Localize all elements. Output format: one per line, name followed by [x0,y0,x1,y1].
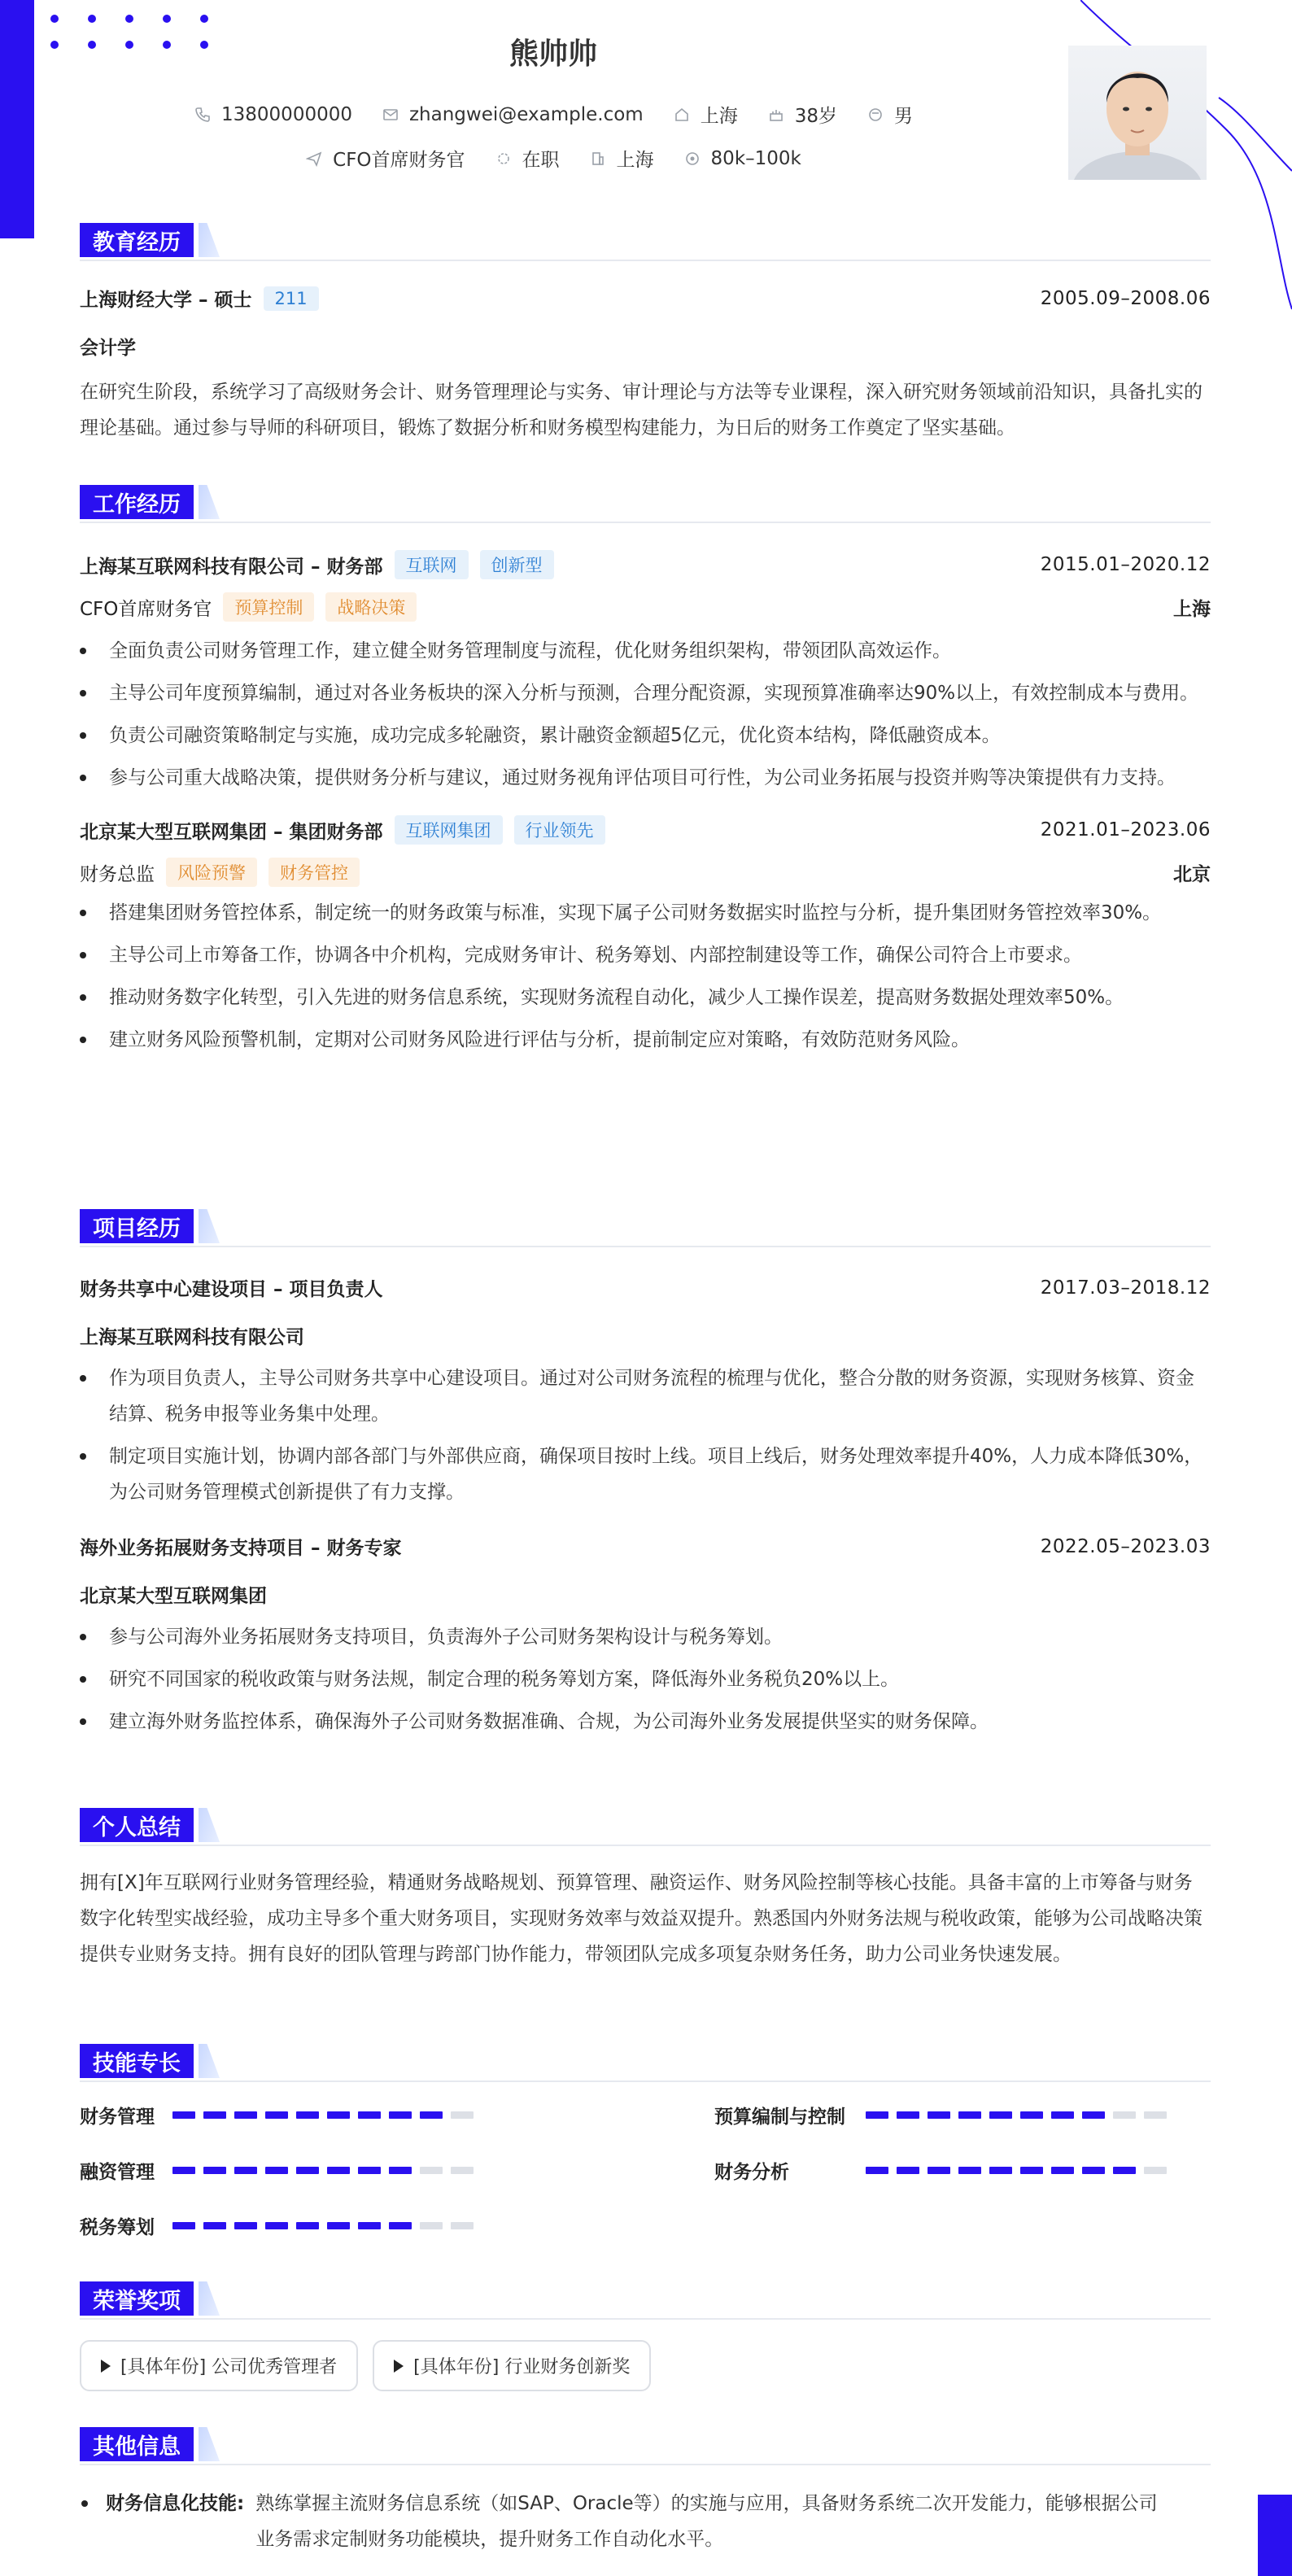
school-degree: 上海财经大学 – 硕士 [80,290,252,311]
play-icon [101,2360,111,2373]
company-tag: 互联网 [395,550,469,579]
skills-grid [80,2101,1211,2239]
section-title: 荣誉奖项 [80,2281,194,2316]
section-header [80,2281,1211,2319]
skill-level-segment [389,2167,412,2174]
contact-row [0,101,1106,128]
award-item: [具体年份] 公司优秀管理者 [80,2340,358,2391]
target-city-text: 上海 [616,150,654,171]
phone-text: 13800000000 [221,103,352,125]
project-date: 2017.03–2018.12 [1040,1277,1211,1299]
skill-level-segment [1082,2167,1105,2174]
salary-text: 80k–100k [710,147,801,169]
skill-level-segment [928,2167,950,2174]
list-item: 搭建集团财务管控体系，制定统一的财务政策与标准，实现下属子公司财务数据实时监控与分析，提升集团财务管控效率30%。 [80,895,1211,931]
phone-icon [194,106,212,124]
play-icon [394,2360,404,2373]
skill-item [80,2101,714,2128]
project-entry [80,1533,1211,1740]
skill-level-segment [420,2167,443,2174]
list-item: 参与公司海外业务拓展财务支持项目，负责海外子公司财务架构设计与税务筹划。 [80,1619,1211,1655]
school-tag: 211 [264,286,319,311]
skill-level-segment [327,2167,350,2174]
skill-level-segment [1051,2167,1074,2174]
skill-level-bar [172,2167,474,2174]
work-bullets [80,633,1211,796]
section-title: 其他信息 [80,2427,194,2461]
skill-level-segment [1020,2111,1043,2119]
award-item: [具体年份] 行业财务创新奖 [373,2340,651,2391]
list-item: 主导公司上市筹备工作，协调各中介机构，完成财务审计、税务筹划、内部控制建设等工作，确保公司符合上市要求。 [80,937,1211,973]
other-info-label: 财务信息化技能: [80,2486,244,2557]
list-item: 参与公司重大战略决策，提供财务分析与建议，通过财务视角评估项目可行性，为公司业务拓展与投资并购等决策提供有力支持。 [80,760,1211,796]
list-item: 负责公司融资策略制定与实施，成功完成多轮融资，累计融资金额超5亿元，优化资本结构，降低融资成本。 [80,718,1211,753]
role-tag: 预算控制 [223,592,314,622]
section-header [80,2044,1211,2081]
skill-name: 税务筹划 [80,2216,155,2238]
skill-item [714,2156,1203,2184]
skill-level-segment [958,2167,981,2174]
section-header [80,485,1211,522]
candidate-name: 熊帅帅 [509,37,597,71]
status-text: 在职 [522,150,560,171]
skill-level-segment [296,2167,319,2174]
other-info-text: 业务需求定制财务功能模块，提升财务工作自动化水平。 [255,2529,724,2550]
skill-level-segment [420,2111,443,2119]
skill-level-segment [451,2222,474,2229]
company-name: 北京某大型互联网集团 – 集团财务部 [80,821,383,843]
skill-level-segment [172,2167,195,2174]
skill-level-segment [234,2111,257,2119]
skill-level-segment [358,2222,381,2229]
skill-level-segment [1113,2167,1136,2174]
project-org: 上海某互联网科技有限公司 [80,1327,304,1348]
skill-level-segment [866,2111,888,2119]
skill-level-segment [1020,2167,1043,2174]
section-header [80,1808,1211,1845]
other-info-text: 熟练掌握主流财务信息系统（如SAP、Oracle等）的实施与应用，具备财务系统二次开发能力，能够根据公司 [255,2493,1158,2514]
other-info-item [80,2486,1211,2557]
list-item: 作为项目负责人，主导公司财务共享中心建设项目。通过对公司财务流程的梳理与优化，整合分散的财务资源，实现财务核算、资金结算、税务申报等业务集中处理。 [80,1360,1211,1432]
company-name: 上海某互联网科技有限公司 – 财务部 [80,556,383,578]
skill-name: 财务管理 [80,2106,155,2128]
skill-level-segment [234,2222,257,2229]
skill-level-bar [172,2222,474,2229]
cake-icon [767,106,785,124]
skill-level-segment [172,2111,195,2119]
status-icon [495,150,513,168]
skill-level-segment [327,2111,350,2119]
projects-section [80,1209,1211,1746]
work-location: 上海 [1173,598,1211,620]
skill-level-segment [928,2111,950,2119]
education-section [80,223,1211,446]
list-item: 建立海外财务监控体系，确保海外子公司财务数据准确、合规，为公司海外业务发展提供坚实的财务保障。 [80,1704,1211,1740]
project-date: 2022.05–2023.03 [1040,1535,1211,1557]
skill-level-segment [327,2222,350,2229]
major: 会计学 [80,338,136,359]
skill-level-bar [172,2111,474,2119]
list-item: 主导公司年度预算编制，通过对各业务板块的深入分析与预测，合理分配资源，实现预算准确率达90%以上，有效控制成本与费用。 [80,675,1211,711]
project-org: 北京某大型互联网集团 [80,1586,267,1607]
section-title: 工作经历 [80,485,194,519]
skill-level-segment [203,2167,226,2174]
skill-level-segment [389,2222,412,2229]
building-icon [589,150,607,168]
role-tag: 风险预警 [166,858,257,887]
section-header [80,1209,1211,1247]
skill-level-segment [451,2167,474,2174]
project-bullets [80,1619,1211,1740]
work-entry [80,815,1211,1058]
skill-level-segment [897,2111,919,2119]
skill-level-segment [203,2111,226,2119]
section-title: 教育经历 [80,223,194,257]
company-tag: 行业领先 [514,815,605,845]
list-item: 研究不同国家的税收政策与财务法规，制定合理的税务筹划方案，降低海外业务税负20%以上。 [80,1661,1211,1697]
skill-item [80,2156,714,2184]
skill-level-segment [172,2222,195,2229]
skill-level-segment [234,2167,257,2174]
project-title: 财务共享中心建设项目 – 项目负责人 [80,1279,383,1300]
job-role: CFO首席财务官 [80,598,212,620]
skill-level-segment [296,2222,319,2229]
job-intent-row [0,145,1106,172]
skill-item [714,2101,1203,2128]
gender-text: 男 [893,106,913,127]
awards-list [80,2340,1211,2391]
work-entry [80,550,1211,796]
skill-level-segment [265,2111,288,2119]
skill-name: 预算编制与控制 [714,2106,845,2128]
skill-level-segment [296,2111,319,2119]
project-entry [80,1274,1211,1510]
section-header [80,2427,1211,2465]
section-title: 技能专长 [80,2044,194,2078]
education-entry-header [80,285,1211,312]
role-tag: 财务管控 [268,858,360,887]
awards-section [80,2281,1211,2391]
email-icon [382,106,399,124]
section-title: 个人总结 [80,1808,194,1842]
summary-text: 拥有[X]年互联网行业财务管理经验，精通财务战略规划、预算管理、融资运作、财务风险控制等核心技能。具备丰富的上市筹备与财务数字化转型实战经验，成功主导多个重大财务项目，实现财务效率与效益双提升。熟悉国内外财务法规与税收政策，能够为公司战略决策提供专业财务支持。拥有良好的团队管理与跨部门协作能力，带领团队完成多项复杂财务任务，助力公司业务快速发展。 [80,1872,1203,1965]
section-header [80,223,1211,260]
city-text: 上海 [700,106,738,127]
work-date: 2015.01–2020.12 [1040,554,1211,575]
skills-section [80,2044,1211,2239]
company-tag: 创新型 [480,550,554,579]
gender-icon [866,106,884,124]
skill-level-segment [866,2167,888,2174]
list-item: 全面负责公司财务管理工作，建立健全财务管理制度与流程，优化财务组织架构，带领团队高效运作。 [80,633,1211,669]
skill-level-segment [1144,2167,1167,2174]
skill-level-segment [958,2111,981,2119]
send-icon [305,150,323,168]
skill-level-segment [420,2222,443,2229]
skill-level-segment [989,2167,1012,2174]
skill-level-segment [1113,2111,1136,2119]
skill-item [80,2211,714,2239]
summary-section [80,1808,1211,1972]
work-section [80,485,1211,1064]
skill-name: 融资管理 [80,2161,155,2183]
list-item: 建立财务风险预警机制，定期对公司财务风险进行评估与分析，提前制定应对策略，有效防范财务风险。 [80,1022,1211,1058]
skill-name: 财务分析 [714,2161,789,2183]
job-role: 财务总监 [80,863,155,885]
skill-level-segment [203,2222,226,2229]
section-title: 项目经历 [80,1209,194,1243]
skill-level-segment [897,2167,919,2174]
salary-icon [683,150,701,168]
project-title: 海外业务拓展财务支持项目 – 财务专家 [80,1538,402,1559]
skill-level-segment [358,2167,381,2174]
skill-level-segment [1051,2111,1074,2119]
role-tag: 战略决策 [325,592,417,622]
education-description: 在研究生阶段，系统学习了高级财务会计、财务管理理论与实务、审计理论与方法等专业课程，深入研究财务领域前沿知识，具备扎实的理论基础。通过参与导师的科研项目，锻炼了数据分析和财务模型构建能力，为日后的财务工作奠定了坚实基础。 [80,382,1203,439]
skill-level-segment [389,2111,412,2119]
profile-photo [1068,46,1207,180]
work-location: 北京 [1173,863,1211,885]
target-position-text: CFO首席财务官 [333,150,465,171]
skill-level-segment [1082,2111,1105,2119]
work-bullets [80,895,1211,1058]
other-section [80,2427,1211,2557]
home-icon [673,106,691,124]
age-text: 38岁 [794,106,837,127]
skill-level-segment [1144,2111,1167,2119]
work-date: 2021.01–2023.06 [1040,819,1211,840]
resume-header [0,0,1292,187]
skill-level-segment [265,2222,288,2229]
company-tag: 互联网集团 [395,815,503,845]
list-item: 制定项目实施计划，协调内部各部门与外部供应商，确保项目按时上线。项目上线后，财务处理效率提升40%，人力成本降低30%，为公司财务管理模式创新提供了有力支撑。 [80,1439,1211,1510]
decorative-bar-right [1258,2495,1292,2576]
skill-level-segment [451,2111,474,2119]
skill-level-bar [866,2111,1167,2119]
skill-level-segment [265,2167,288,2174]
education-date: 2005.09–2008.06 [1040,287,1211,309]
skill-level-segment [989,2111,1012,2119]
skill-level-segment [358,2111,381,2119]
list-item: 推动财务数字化转型，引入先进的财务信息系统，实现财务流程自动化，减少人工操作误差，提高财务数据处理效率50%。 [80,980,1211,1015]
skill-level-bar [866,2167,1167,2174]
project-bullets [80,1360,1211,1510]
email-text: zhangwei@example.com [408,103,644,125]
